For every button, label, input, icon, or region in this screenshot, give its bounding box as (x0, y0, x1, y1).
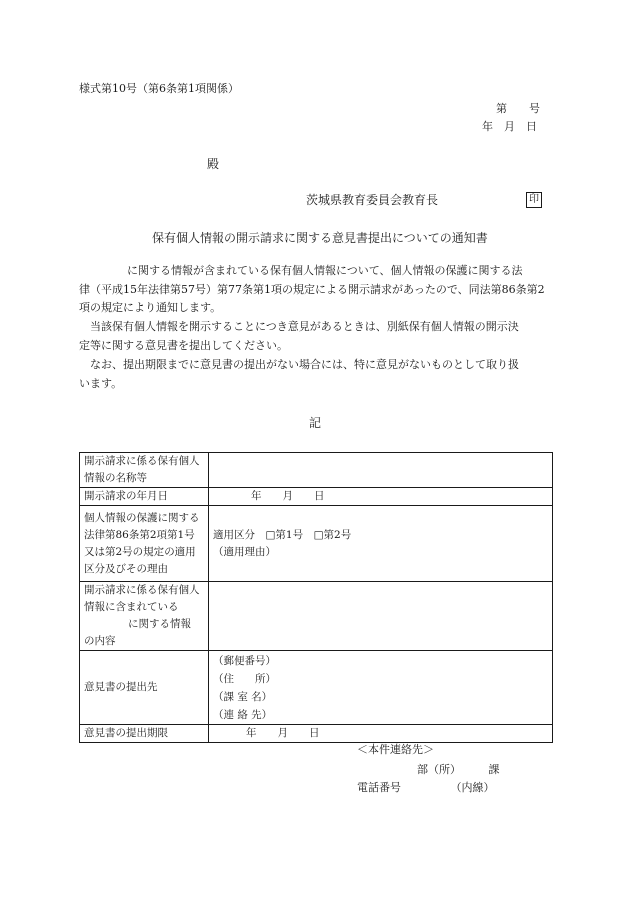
body-paragraph-2 (79, 318, 554, 355)
request-date-value: 年 月 日 (251, 490, 325, 502)
classification-label-2: の適用区分及びその理由 (84, 545, 196, 575)
row-label-submit-to: 意見書の提出先 (80, 651, 209, 725)
row-label-classification (80, 506, 209, 582)
contact-phone: 電話番号 （内線） (357, 781, 495, 794)
table-row (80, 453, 553, 488)
body-p2-line2: 定等に関する意見書を提出してください。 (79, 338, 288, 352)
deadline-value: 年 月 日 (246, 727, 320, 739)
ki-heading: 記 (309, 416, 322, 430)
row-value-deadline (209, 725, 553, 743)
row-value-request-date (209, 488, 553, 506)
row-label-third-party-info (80, 582, 209, 651)
table-row (80, 725, 553, 743)
details-table (79, 452, 553, 743)
table-row (80, 651, 553, 725)
row-value-third-party-info (209, 582, 553, 651)
addressee: 殿 (207, 157, 220, 171)
form-id: 様式第10号（第6条第1項関係） (79, 82, 239, 95)
table-row (80, 506, 553, 582)
body-p3-line1: なお、提出期限までに意見書の提出がない場合には、特に意見がないものとして取り扱 (90, 358, 519, 371)
submit-to-postal: （郵便番号） (213, 654, 276, 667)
third-party-label-3: の内容 (84, 635, 116, 647)
submit-to-address: （住 所） (213, 672, 276, 685)
submit-to-contact: （連 絡 先） (213, 708, 273, 721)
contact-department: 部（所） 課 (417, 763, 500, 776)
row-label-record-name: 開示請求に係る保有個人情報の名称等 (80, 453, 209, 488)
body-p2-line1: 当該保有個人情報を開示することにつき意見があるときは、別紙保有個人情報の開示決 (90, 320, 519, 333)
document-title: 保有個人情報の開示請求に関する意見書提出についての通知書 (152, 231, 488, 245)
body-p1-line2: 律（平成15年法律第57号）第77条第1項の規定による開示請求があったので、同法第86条第2 (79, 282, 545, 296)
classification-options: 適用区分 □第1号 □第2号 (213, 528, 352, 541)
body-paragraph-3 (79, 356, 554, 393)
row-value-submit-to (209, 651, 553, 725)
classification-label-1: 個人情報の保護に関する法律第86条第2項第1号又は第2号の規定 (84, 511, 200, 558)
table-row (80, 488, 553, 506)
row-value-record-name (209, 453, 553, 488)
third-party-label-1: 開示請求に係る保有個人情報に含まれている (84, 584, 200, 613)
document-date: 年 月 日 (482, 120, 537, 133)
contact-heading: ＜本件連絡先＞ (357, 743, 434, 756)
body-paragraph-1 (79, 262, 554, 318)
body-p3-line2: います。 (79, 376, 123, 390)
row-label-request-date: 開示請求の年月日 (80, 488, 209, 506)
row-label-deadline: 意見書の提出期限 (80, 725, 209, 743)
body-p1-line1: に関する情報が含まれている保有個人情報について、個人情報の保護に関する法 (127, 264, 523, 277)
third-party-label-2: に関する情報 (128, 618, 191, 630)
seal-text: 印 (529, 194, 539, 205)
seal-box (526, 192, 542, 208)
sender: 茨城県教育委員会教育長 (306, 193, 439, 207)
submit-to-section: （課 室 名） (213, 690, 273, 703)
body-p1-line3: 項の規定により通知します。 (79, 301, 222, 314)
classification-reason: （適用理由） (213, 545, 276, 558)
row-value-classification (209, 506, 553, 582)
document-number: 第 号 (496, 102, 540, 115)
table-row (80, 582, 553, 651)
